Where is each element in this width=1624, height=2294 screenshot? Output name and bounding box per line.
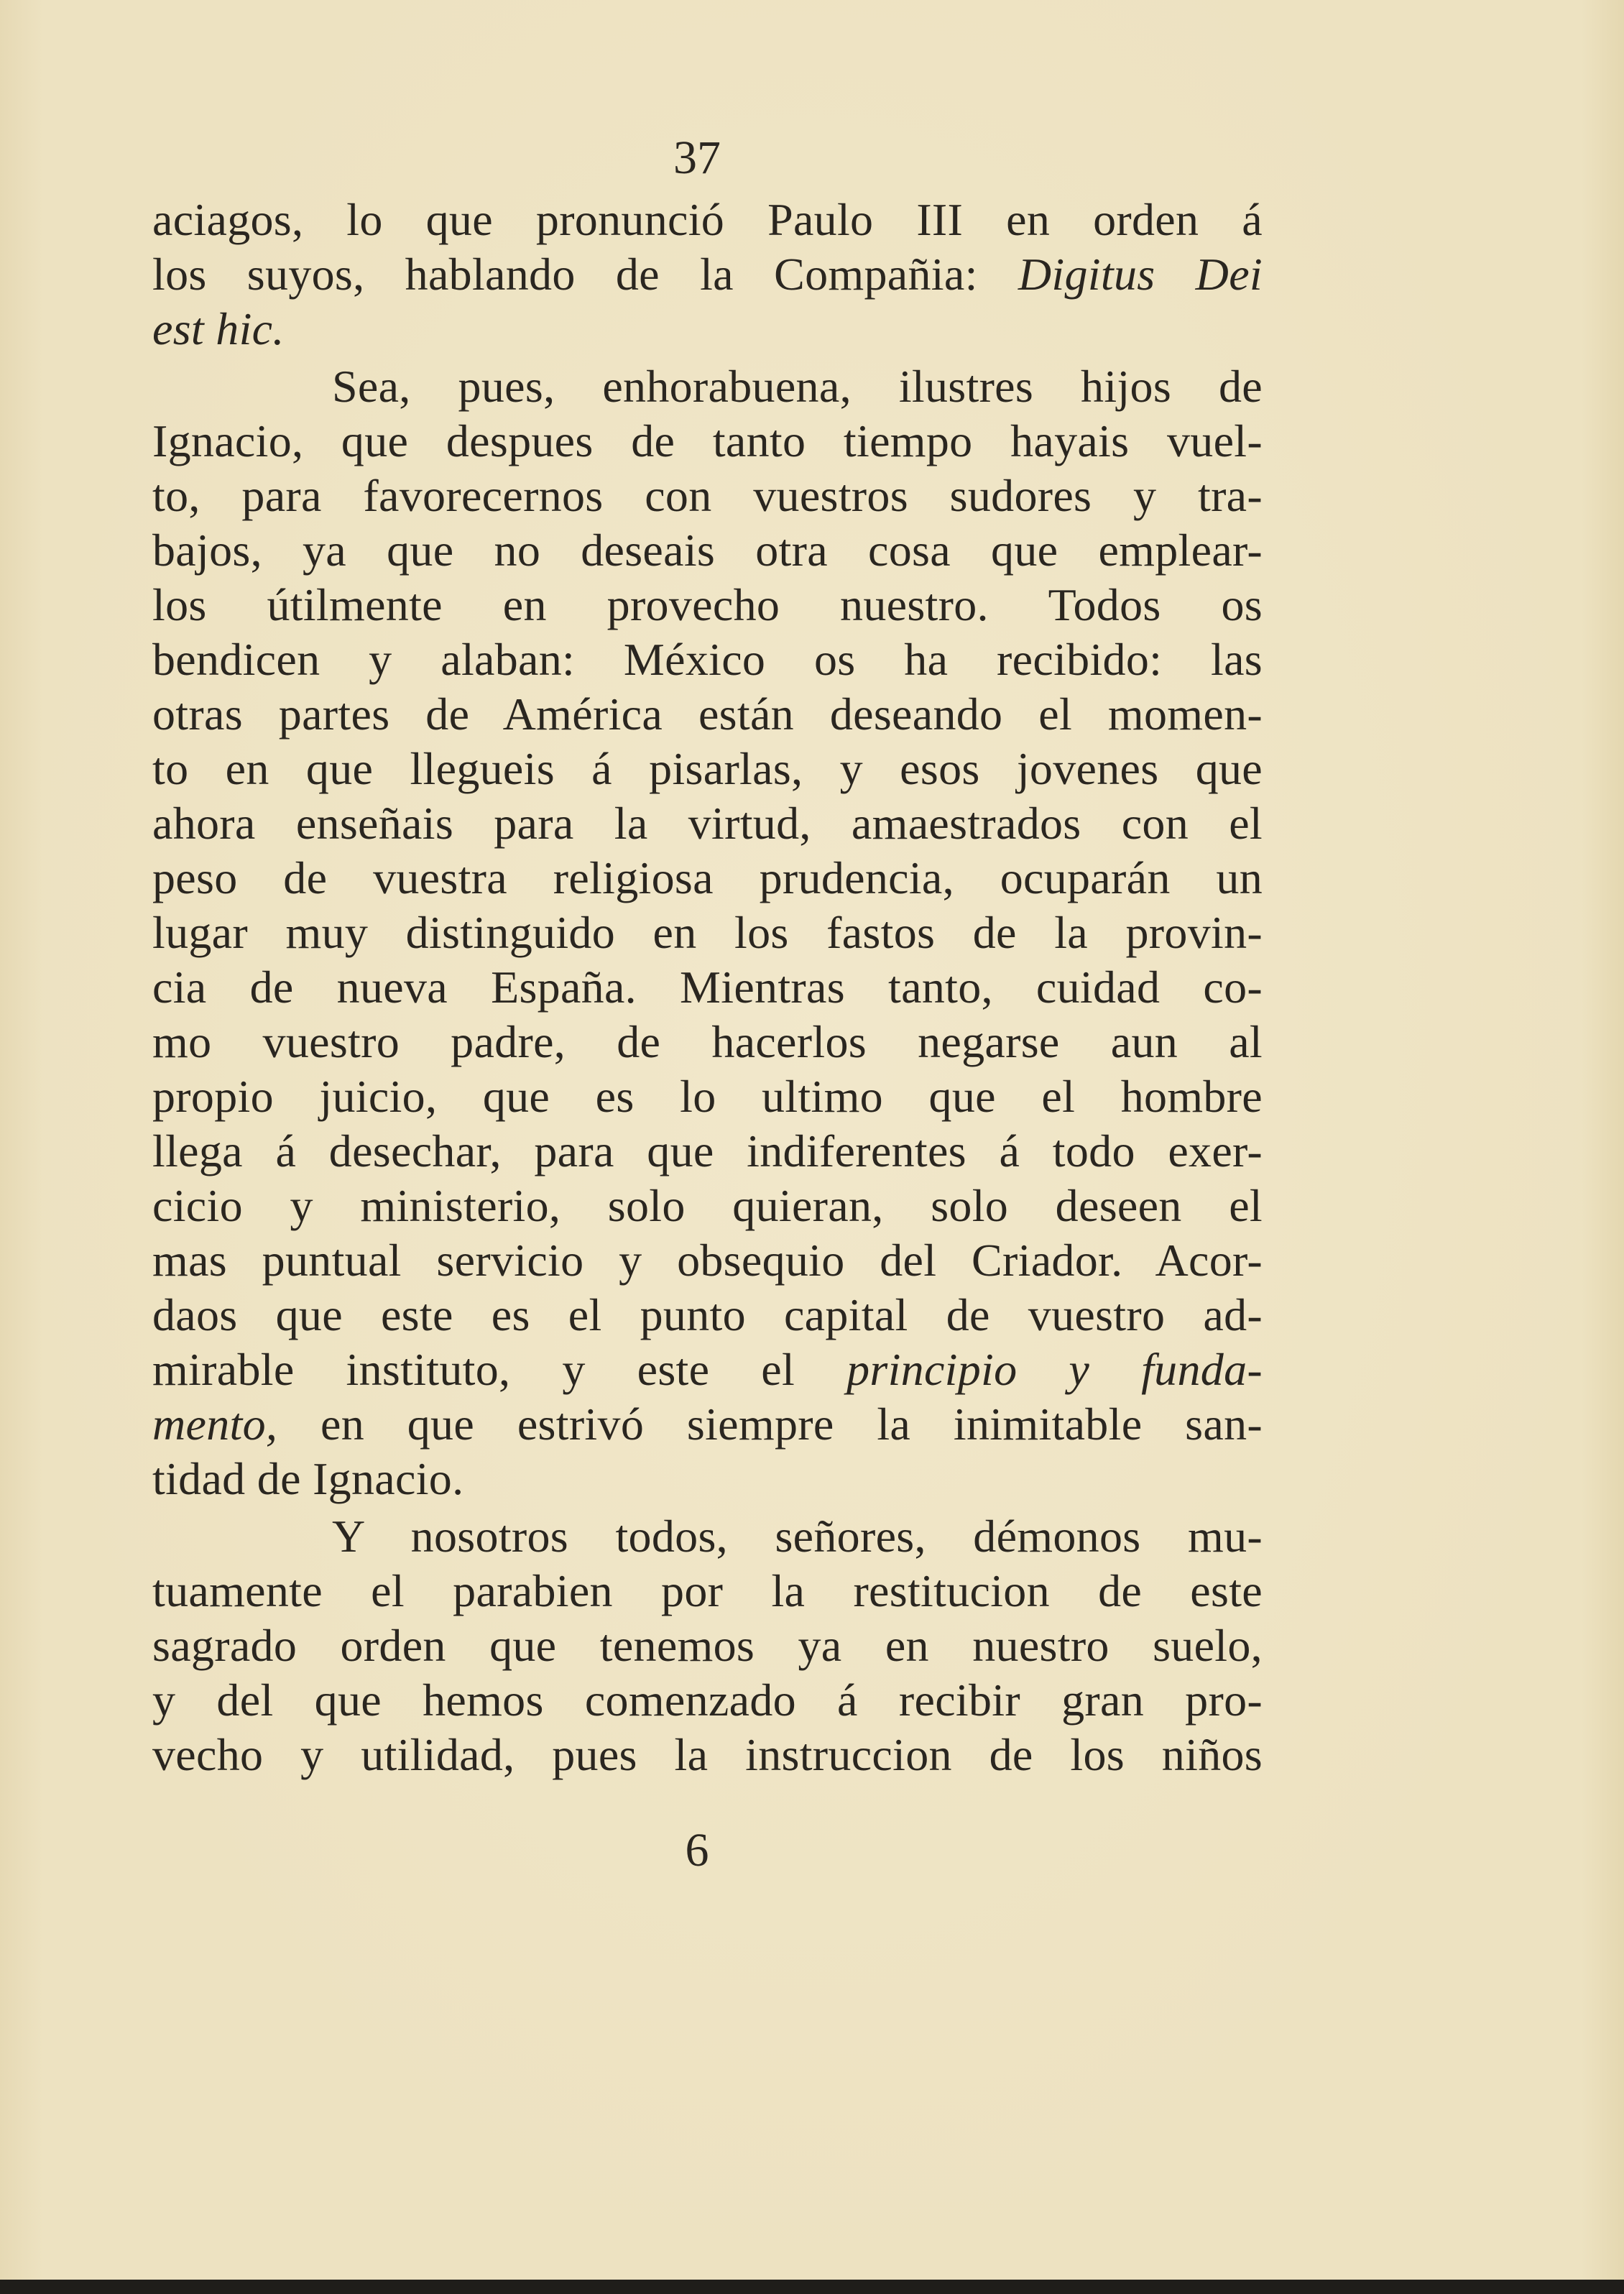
text-line-2-italic: Digitus Dei [1018,249,1263,300]
text-line-19: cicio y ministerio, solo quieran, solo deseen el [152,1180,1263,1231]
text-line-16: mo vuestro padre, de hacerlos negarse aun al [152,1016,1263,1067]
text-line-23-roman: en que estrivó siempre la inimitable san- [277,1399,1263,1450]
text-line-26: tuamente el parabien por la restitucion de este [152,1565,1263,1616]
text-line-11: to en que llegueis á pisarlas, y esos jovenes que [152,743,1263,794]
text-line-22 [152,1342,1263,1397]
text-line-2-roman: los suyos, hablando de la Compañia: [152,249,978,300]
signature-mark: 6 [685,1824,709,1876]
text-line-5: Ignacio, que despues de tanto tiempo hayais vuel- [152,415,1263,466]
text-line-6: to, para favorecernos con vuestros sudores y tra- [152,470,1263,521]
text-line-13: peso de vuestra religiosa prudencia, ocuparán un [152,852,1263,903]
text-line-27: sagrado orden que tenemos ya en nuestro suelo, [152,1620,1263,1671]
text-line-23-italic: mento, [152,1399,278,1450]
text-line-7: bajos, ya que no deseais otra cosa que emplear- [152,525,1263,576]
text-line-25: Y nosotros todos, señores, démonos mu- [332,1511,1263,1562]
text-line-22-italic: principio y funda- [846,1344,1263,1395]
text-line-3: est hic. [152,303,285,354]
text-line-8: los útilmente en provecho nuestro. Todos os [152,579,1263,630]
page-number: 37 [673,132,721,184]
text-line-21: daos que este es el punto capital de vuestro ad- [152,1289,1263,1340]
text-line-20: mas puntual servicio y obsequio del Criador. Acor- [152,1235,1263,1286]
text-line-24: tidad de Ignacio. [152,1453,464,1504]
text-line-9: bendicen y alaban: México os ha recibido: las [152,634,1263,685]
text-line-22-roman: mirable instituto, y este el [152,1344,795,1395]
text-line-12: ahora enseñais para la virtud, amaestrados con el [152,798,1263,849]
text-line-18: llega á desechar, para que indiferentes á todo exer- [152,1125,1263,1176]
scan-edge [0,2280,1624,2294]
text-line-15: cia de nueva España. Mientras tanto, cuidad co- [152,962,1263,1013]
text-line-17: propio juicio, que es lo ultimo que el hombre [152,1071,1263,1122]
text-line-29: vecho y utilidad, pues la instruccion de los niños [152,1729,1263,1780]
text-line-23 [152,1397,1263,1452]
text-line-4: Sea, pues, enhorabuena, ilustres hijos de [332,361,1263,412]
text-line-28: y del que hemos comenzado á recibir gran pro- [152,1675,1263,1726]
text-line-1: aciagos, lo que pronunció Paulo III en orden á [152,194,1263,245]
text-line-2 [152,247,1263,302]
text-line-10: otras partes de América están deseando el momen- [152,688,1263,740]
text-line-14: lugar muy distinguido en los fastos de la provin- [152,907,1263,958]
